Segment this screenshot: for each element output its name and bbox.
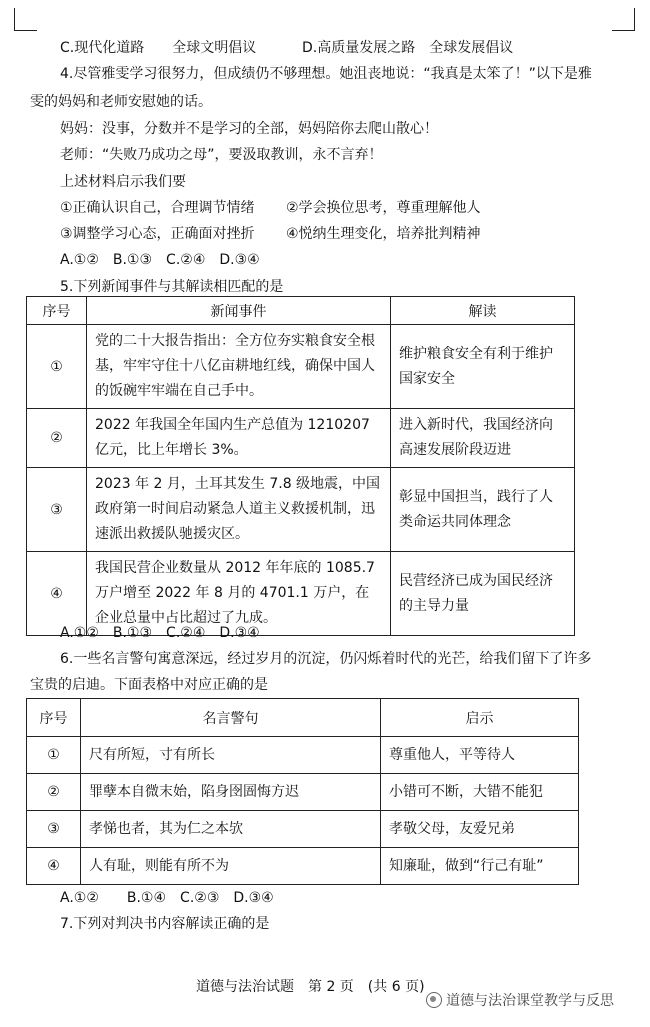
crop-mark-top-right xyxy=(612,8,635,31)
q4-teacher-quote: 老师：“失败乃成功之母”，要汲取教训，永不言弃！ xyxy=(60,147,383,163)
news-reading-text: 维护粮食安全有利于维护国家安全 xyxy=(399,345,553,387)
row-number: ② xyxy=(27,409,87,468)
row-number: ② xyxy=(27,774,81,811)
news-event-text: 党的二十大报告指出：全方位夯实粮食安全根基，牢牢守住十八亿亩耕地红线，确保中国人的饭碗牢牢端在自己手中。 xyxy=(95,333,375,399)
q4-option-3: ③调整学习心态，正确面对挫折 xyxy=(60,226,255,242)
insight-text: 小错可不断，大错不能犯 xyxy=(389,783,543,800)
news-event-text: 2022 年我国全年国内生产总值为 1210207 亿元，比上年增长 3%。 xyxy=(95,417,370,458)
row-number: ③ xyxy=(27,468,87,552)
wechat-account-icon xyxy=(426,992,442,1008)
q4-option-2: ②学会换位思考，尊重理解他人 xyxy=(286,200,481,216)
q4-stem-line1: 4.尽管雅雯学习很努力，但成绩仍不够理想。她沮丧地说：“我真是太笨了！”以下是雅 xyxy=(60,66,592,82)
table-row xyxy=(27,325,575,409)
news-event-text: 我国民营企业数量从 2012 年年底的 1085.7 万户增至 2022 年 8 月的 4701.1 万户，在企业总量中占比超过了九成。 xyxy=(95,560,375,626)
table-row xyxy=(27,409,575,468)
crop-mark-top-left xyxy=(14,8,37,31)
table-row xyxy=(27,811,579,848)
option-c-q3: C.现代化道路 全球文明倡议 xyxy=(60,40,257,56)
insight-text: 尊重他人，平等待人 xyxy=(389,746,515,763)
q4-prompt: 上述材料启示我们要 xyxy=(60,174,186,190)
news-reading-text: 进入新时代，我国经济向高速发展阶段迈进 xyxy=(399,417,553,458)
q4-mom-quote: 妈妈：没事，分数并不是学习的全部，妈妈陪你去爬山散心！ xyxy=(60,121,438,137)
q6-header-quote: 名言警句 xyxy=(81,699,381,737)
q5-news-table xyxy=(26,296,575,636)
q4-option-1: ①正确认识自己，合理调节情绪 xyxy=(60,200,255,216)
q5-header-event: 新闻事件 xyxy=(87,297,391,325)
row-number: ④ xyxy=(27,552,87,636)
q5-header-reading: 解读 xyxy=(391,297,575,325)
q4-answer-choices: A.①② B.①③ C.②④ D.③④ xyxy=(60,252,260,268)
q6-header-row xyxy=(27,699,579,737)
row-number: ① xyxy=(27,325,87,409)
q5-header-num: 序号 xyxy=(27,297,87,325)
q5-header-row xyxy=(27,297,575,325)
q4-stem-line2: 雯的妈妈和老师安慰她的话。 xyxy=(30,94,212,110)
q7-stem: 7.下列对判决书内容解读正确的是 xyxy=(60,916,270,932)
row-number: ④ xyxy=(27,848,81,885)
option-d-q3: D.高质量发展之路 全球发展倡议 xyxy=(302,40,514,56)
row-number: ③ xyxy=(27,811,81,848)
quote-text: 孝悌也者，其为仁之本欤 xyxy=(89,820,243,837)
insight-text: 孝敬父母，友爱兄弟 xyxy=(389,820,515,837)
q6-header-num: 序号 xyxy=(27,699,81,737)
q6-answer-choices: A.①② B.①④ C.②③ D.③④ xyxy=(60,890,274,906)
row-number: ① xyxy=(27,737,81,774)
quote-text: 人有耻，则能有所不为 xyxy=(89,857,229,874)
page-footer: 道德与法治试题 第 2 页 (共 6 页) xyxy=(196,979,425,995)
watermark-text: 道德与法治课堂教学与反思 xyxy=(446,993,614,1009)
watermark xyxy=(426,990,614,1010)
q6-stem-line2: 宝贵的启迪。下面表格中对应正确的是 xyxy=(30,677,268,693)
q4-option-4: ④悦纳生理变化，培养批判精神 xyxy=(286,226,481,242)
news-reading-text: 彰显中国担当，践行了人类命运共同体理念 xyxy=(399,488,553,530)
q5-stem: 5.下列新闻事件与其解读相匹配的是 xyxy=(60,279,284,295)
quote-text: 尺有所短，寸有所长 xyxy=(89,746,215,763)
table-row xyxy=(27,468,575,552)
q5-answer-choices: A.①② B.①③ C.②④ D.③④ xyxy=(60,625,260,641)
q6-quote-table xyxy=(26,698,579,885)
insight-text: 知廉耻，做到“行己有耻” xyxy=(389,857,544,874)
table-row xyxy=(27,737,579,774)
news-reading-text: 民营经济已成为国民经济的主导力量 xyxy=(399,572,553,614)
table-row xyxy=(27,848,579,885)
quote-text: 罪孽本自微末始，陷身囹圄悔方迟 xyxy=(89,783,299,800)
q6-stem-line1: 6.一些名言警句寓意深远，经过岁月的沉淀，仍闪烁着时代的光芒，给我们留下了许多 xyxy=(60,651,592,667)
table-row xyxy=(27,774,579,811)
news-event-text: 2023 年 2 月，土耳其发生 7.8 级地震，中国政府第一时间启动紧急人道主义救援机制，迅速派出救援队驰援灾区。 xyxy=(95,476,381,542)
q6-header-insight: 启示 xyxy=(381,699,579,737)
